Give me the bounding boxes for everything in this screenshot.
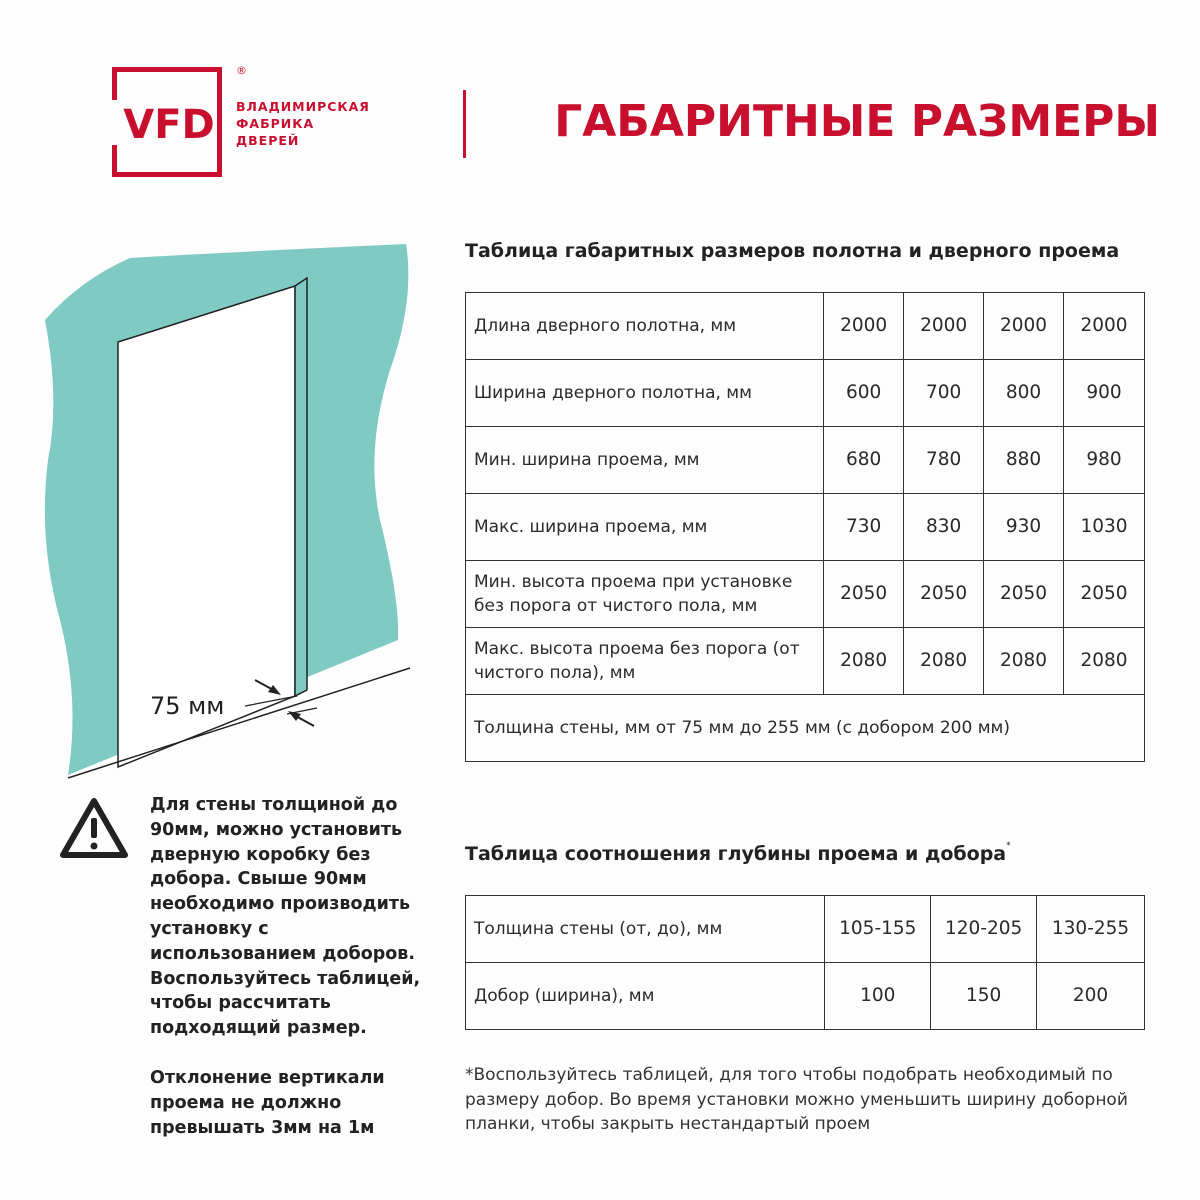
wall-thickness-row: Толщина стены, мм от 75 мм до 255 мм (с добором 200 мм) — [466, 695, 1145, 762]
cell-value: 2000 — [904, 293, 984, 360]
table-row — [466, 293, 1145, 360]
cell-value: 2080 — [824, 628, 904, 695]
cell-value: 200 — [1037, 963, 1145, 1030]
door-opening-illustration — [30, 240, 420, 794]
cell-value: 880 — [984, 427, 1064, 494]
extension-table — [465, 895, 1145, 1030]
cell-value: 730 — [824, 494, 904, 561]
table-row — [466, 360, 1145, 427]
cell-value: 2050 — [904, 561, 984, 628]
cell-value: 2050 — [824, 561, 904, 628]
registered-mark: ® — [236, 64, 247, 77]
footnote-mark: * — [1006, 841, 1011, 851]
wall-thickness-label: 75 мм — [150, 692, 225, 720]
cell-value: 600 — [824, 360, 904, 427]
row-label: Ширина дверного полотна, мм — [466, 360, 824, 427]
cell-value: 780 — [904, 427, 984, 494]
cell-value: 120-205 — [931, 896, 1037, 963]
footnote: *Воспользуйтесь таблицей, для того чтобы подобрать необходимый по размеру добор. Во время установки можно уменьшить ширину доборной планки, чтобы закрыть нестандартый проем — [465, 1065, 1128, 1134]
cell-value: 700 — [904, 360, 984, 427]
cell-value: 2080 — [904, 628, 984, 695]
brand-caption-line: ДВЕРЕЙ — [236, 133, 300, 148]
brand-logo — [112, 67, 222, 177]
cell-value: 800 — [984, 360, 1064, 427]
logo-text: VFD — [123, 102, 215, 148]
table-row — [466, 963, 1145, 1030]
brand-caption — [236, 98, 370, 149]
table-row — [466, 494, 1145, 561]
cell-value: 2050 — [984, 561, 1064, 628]
cell-value: 150 — [931, 963, 1037, 1030]
table-row — [466, 427, 1145, 494]
table-row — [466, 628, 1145, 695]
cell-value: 2050 — [1064, 561, 1145, 628]
row-label: Мин. высота проема при установке без порога от чистого пола, мм — [466, 561, 824, 628]
cell-value: 2080 — [984, 628, 1064, 695]
header-divider — [463, 90, 466, 158]
table-row — [466, 695, 1145, 762]
brand-caption-line: ФАБРИКА — [236, 116, 315, 131]
cell-value: 930 — [984, 494, 1064, 561]
page-title: ГАБАРИТНЫЕ РАЗМЕРЫ — [554, 96, 1160, 147]
cell-value: 900 — [1064, 360, 1145, 427]
row-label: Мин. ширина проема, мм — [466, 427, 824, 494]
dimensions-table-title: Таблица габаритных размеров полотна и дверного проема — [465, 240, 1120, 262]
door-jamb — [295, 278, 307, 696]
cell-value: 680 — [824, 427, 904, 494]
dimensions-table — [465, 292, 1145, 762]
cell-value: 2000 — [1064, 293, 1145, 360]
row-label: Добор (ширина), мм — [466, 963, 825, 1030]
cell-value: 2000 — [984, 293, 1064, 360]
warning-text — [150, 793, 430, 1140]
row-label: Макс. ширина проема, мм — [466, 494, 824, 561]
cell-value: 2080 — [1064, 628, 1145, 695]
warning-triangle-icon — [58, 796, 130, 866]
extension-table-title — [465, 843, 1011, 865]
cell-value: 2000 — [824, 293, 904, 360]
cell-value: 980 — [1064, 427, 1145, 494]
row-label: Длина дверного полотна, мм — [466, 293, 824, 360]
cell-value: 100 — [825, 963, 931, 1030]
row-label: Макс. высота проема без порога (от чистого пола), мм — [466, 628, 824, 695]
row-label: Толщина стены (от, до), мм — [466, 896, 825, 963]
cell-value: 130-255 — [1037, 896, 1145, 963]
warning-paragraph: Для стены толщиной до 90мм, можно установить дверную коробку без добора. Свыше 90мм необходимо производить установку с использованием доборов. Воспользуйтесь таблицей, чтобы рассчитать подходящий размер. — [150, 795, 421, 1039]
cell-value: 1030 — [1064, 494, 1145, 561]
warning-paragraph: Отклонение вертикали проема не должно превышать 3мм на 1м — [150, 1067, 385, 1138]
cell-value: 105-155 — [825, 896, 931, 963]
table-row — [466, 896, 1145, 963]
extension-table-title-text: Таблица соотношения глубины проема и добора — [465, 843, 1007, 865]
cell-value: 830 — [904, 494, 984, 561]
brand-caption-line: ВЛАДИМИРСКАЯ — [236, 99, 370, 114]
table-row — [466, 561, 1145, 628]
